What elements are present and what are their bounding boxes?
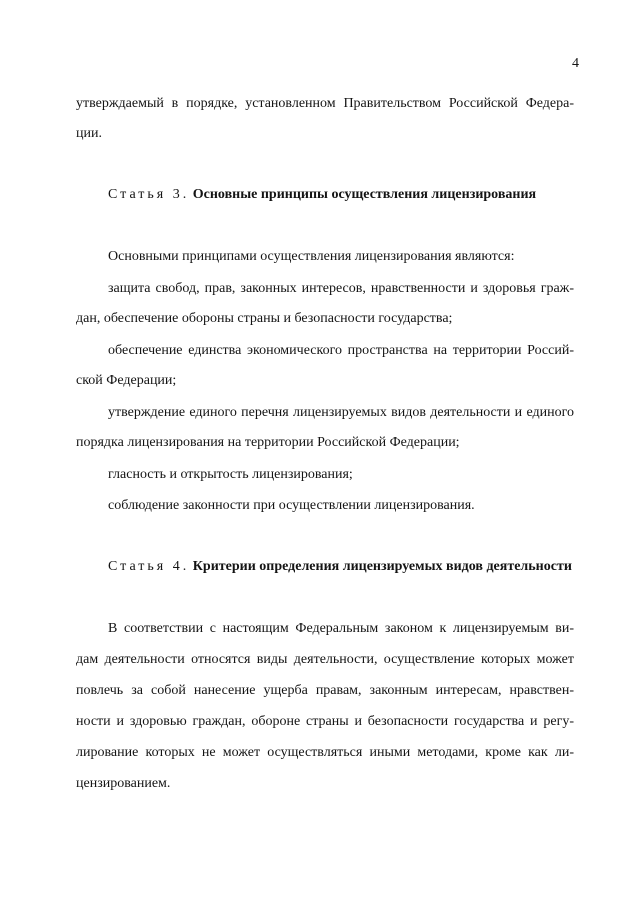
- article-4-label: Статья 4.: [108, 559, 190, 574]
- article-3-line: соблюдение законности при осуществлении лицензирования.: [108, 498, 475, 513]
- page-number: 4: [572, 56, 579, 71]
- article-3-line: защита свобод, прав, законных интересов, нравственности и здоровья граж-: [108, 281, 574, 296]
- article-4-line: лирование которых не может осуществляться иными методами, кроме как ли-: [76, 745, 574, 760]
- article-3-line: ской Федерации;: [76, 373, 177, 388]
- intro-line: ции.: [76, 126, 102, 141]
- article-4-line: В соответствии с настоящим Федеральным законом к лицензируемым ви-: [108, 621, 574, 636]
- article-4-line: повлечь за собой нанесение ущерба правам, законным интересам, нравствен-: [76, 683, 574, 698]
- article-3-line: Основными принципами осуществления лицензирования являются:: [108, 249, 515, 264]
- intro-line: утверждаемый в порядке, установленном Правительством Российской Федера-: [76, 96, 574, 111]
- article-4-line: дам деятельности относятся виды деятельности, осуществление которых может: [76, 652, 574, 667]
- article-3-line: утверждение единого перечня лицензируемых видов деятельности и единого: [108, 405, 574, 420]
- article-4-heading: [108, 558, 572, 575]
- article-3-line: порядка лицензирования на территории Российской Федерации;: [76, 435, 460, 450]
- article-3-line: дан, обеспечение обороны страны и безопасности государства;: [76, 311, 453, 326]
- article-4-line: цензированием.: [76, 776, 171, 791]
- article-3-label: Статья 3.: [108, 187, 190, 202]
- article-3-line: обеспечение единства экономического пространства на территории Россий-: [108, 343, 574, 358]
- article-4-title: Критерии определения лицензируемых видов деятельности: [192, 559, 572, 574]
- article-4-line: ности и здоровью граждан, обороне страны и безопасности государства и регу-: [76, 714, 574, 729]
- article-3-heading: [108, 186, 536, 203]
- article-3-title: Основные принципы осуществления лицензирования: [192, 187, 537, 202]
- article-3-line: гласность и открытость лицензирования;: [108, 467, 353, 482]
